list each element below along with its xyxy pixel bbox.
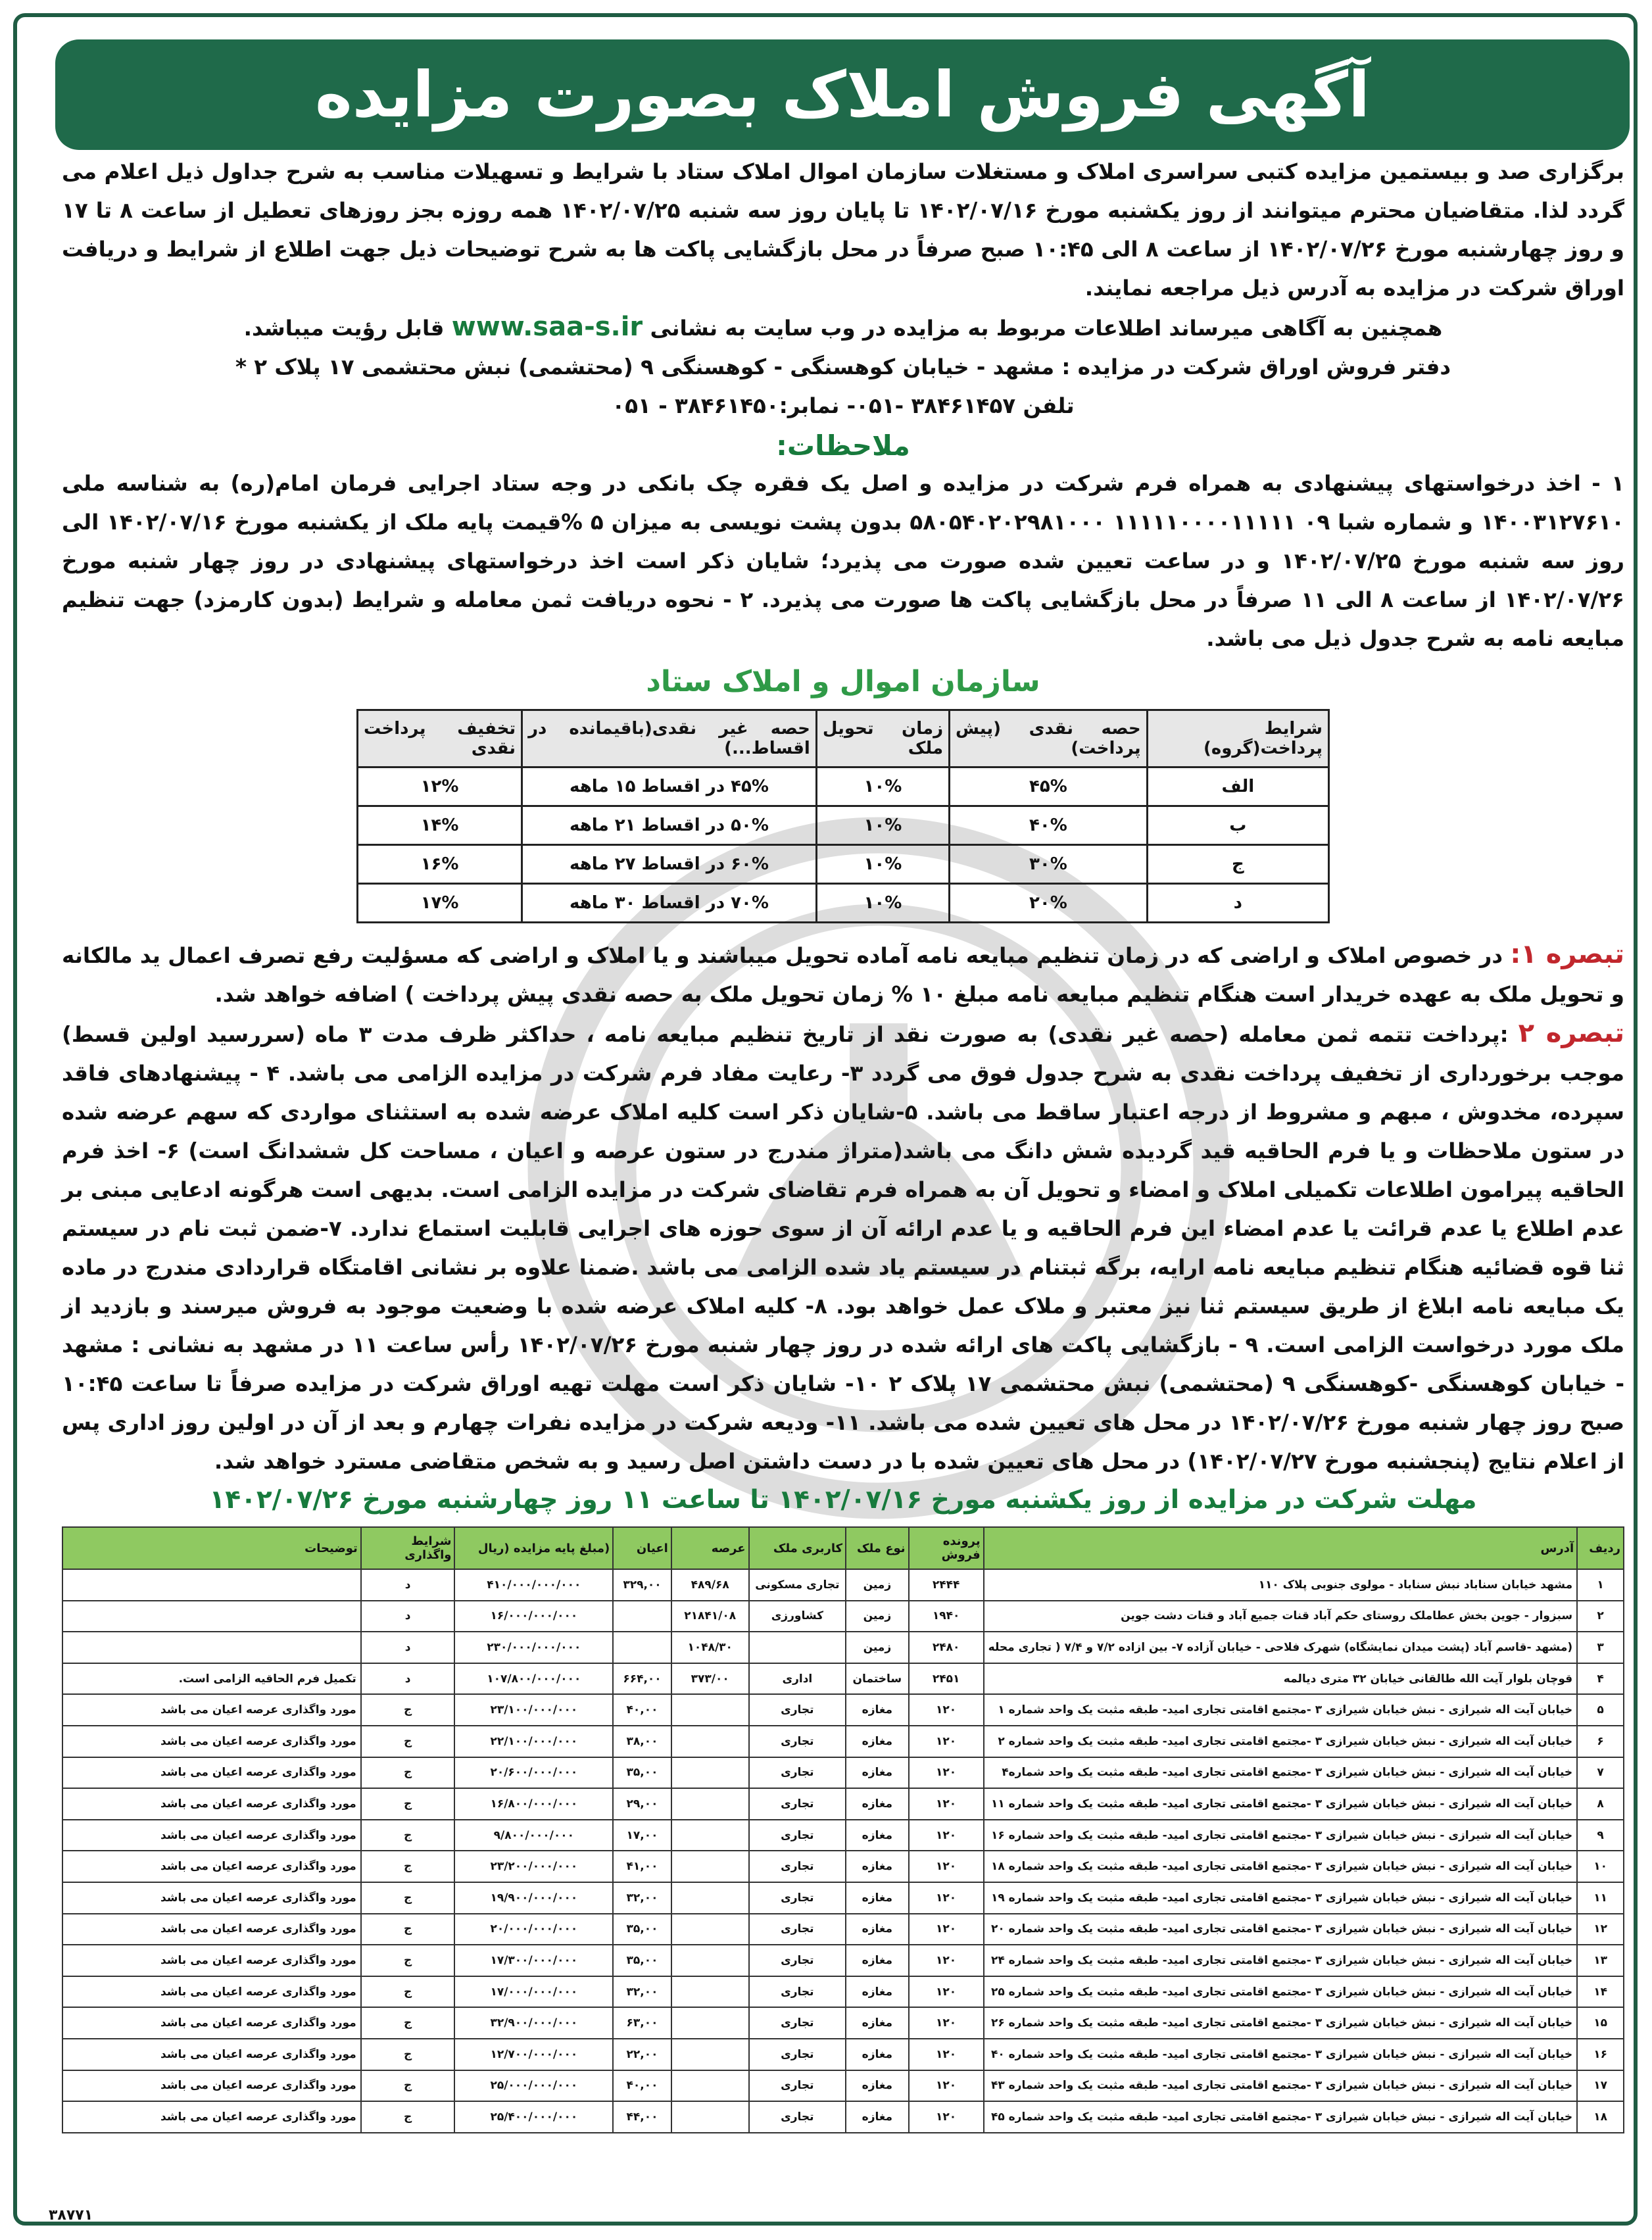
- property-cell: [671, 1820, 749, 1851]
- property-cell: تجاری: [749, 1945, 846, 1976]
- property-cell: ۱۲۰: [909, 1851, 984, 1882]
- property-cell: ۱۸: [1577, 2101, 1624, 2133]
- property-cell: خیابان آیت اله شیرازی - نبش خیابان شیرازی ۳ -مجتمع اقامتی تجاری امید- طبقه مثبت یک واحد شماره ۴۵: [984, 2101, 1578, 2133]
- property-cell: ۱۲: [1577, 1914, 1624, 1945]
- property-cell: [671, 1788, 749, 1820]
- property-cell: مورد واگذاری عرصه اعیان می باشد: [62, 2101, 361, 2133]
- property-cell: ج: [361, 2007, 455, 2039]
- property-cell: ۴۱۰/۰۰۰/۰۰۰/۰۰۰: [454, 1569, 613, 1601]
- website-line: [62, 308, 1624, 348]
- property-cell: ۱۲۰: [909, 2039, 984, 2070]
- payment-cell: ۱۰%: [816, 845, 949, 884]
- property-cell: ۱۲/۷۰۰/۰۰۰/۰۰۰: [454, 2039, 613, 2070]
- payment-header-cell: شرایط پرداخت(گروه): [1147, 710, 1328, 767]
- property-cell: [671, 2007, 749, 2039]
- property-cell: د: [361, 1632, 455, 1663]
- payment-cell: ۴۵%: [950, 767, 1148, 806]
- property-cell: ۲۴۴۴: [909, 1569, 984, 1601]
- property-cell: زمین: [846, 1632, 908, 1663]
- property-header-cell: شرایط واگذاری: [361, 1527, 455, 1569]
- property-cell: ۳۸,۰۰: [613, 1726, 671, 1757]
- payment-cell: ۳۰%: [950, 845, 1148, 884]
- property-cell: مورد واگذاری عرصه اعیان می باشد: [62, 1757, 361, 1789]
- property-cell: خیابان آیت اله شیرازی - نبش خیابان شیرازی ۳ -مجتمع اقامتی تجاری امید- طبقه مثبت یک واحد شماره ۴۳: [984, 2070, 1578, 2102]
- property-cell: ۵: [1577, 1694, 1624, 1726]
- deadline-banner: مهلت شرکت در مزایده از روز یکشنبه مورخ ۱۴۰۲/۰۷/۱۶ تا ساعت ۱۱ روز چهارشنبه مورخ ۱۴۰۲/۰۷/۲۶: [209, 1485, 1477, 1515]
- property-cell: [671, 2070, 749, 2102]
- property-cell: ۲۱۸۴۱/۰۸: [671, 1601, 749, 1632]
- property-cell: [671, 1882, 749, 1914]
- property-cell: تجاری: [749, 1882, 846, 1914]
- property-header-cell: کاربری ملک: [749, 1527, 846, 1569]
- property-cell: خیابان آیت اله شیرازی - نبش خیابان شیرازی ۳ -مجتمع اقامتی تجاری امید- طبقه مثبت یک واحد شماره ۲۵: [984, 1976, 1578, 2008]
- property-cell: مغازه: [846, 1694, 908, 1726]
- property-cell: ج: [361, 1882, 455, 1914]
- tabsera-1: [62, 935, 1624, 1014]
- notes-title: ملاحظات:: [776, 429, 910, 462]
- property-cell: [671, 1914, 749, 1945]
- payment-cell: ۱۰%: [816, 884, 949, 923]
- property-cell: ۲۳/۱۰۰/۰۰۰/۰۰۰: [454, 1694, 613, 1726]
- ad-content: [62, 153, 1624, 2133]
- property-cell: [671, 1694, 749, 1726]
- payment-header-cell: حصه غیر نقدی(باقیمانده در اقساط...): [522, 710, 817, 767]
- property-cell: ۳: [1577, 1632, 1624, 1663]
- property-cell: ۱۲۰: [909, 1757, 984, 1789]
- property-cell: ۶۶۴,۰۰: [613, 1663, 671, 1695]
- property-cell: خیابان آیت اله شیرازی - نبش خیابان شیرازی ۳ -مجتمع اقامتی تجاری امید- طبقه مثبت یک واحد شماره ۲۴: [984, 1945, 1578, 1976]
- property-cell: خیابان آیت اله شیرازی - نبش خیابان شیرازی ۳ -مجتمع اقامتی تجاری امید- طبقه مثبت یک واحد شماره ۱۱: [984, 1788, 1578, 1820]
- property-cell: ۹/۸۰۰/۰۰۰/۰۰۰: [454, 1820, 613, 1851]
- payment-cell: د: [1147, 884, 1328, 923]
- property-row: [62, 1569, 1624, 1601]
- property-cell: خیابان آیت اله شیرازی - نبش خیابان شیرازی ۳ -مجتمع اقامتی تجاری امید- طبقه مثبت یک واحد شماره ۲۶: [984, 2007, 1578, 2039]
- payment-cell: ج: [1147, 845, 1328, 884]
- notes-text: ۱ - اخذ درخواستهای پیشنهادی به همراه فرم شرکت در مزایده و اصل یک فقره چک بانکی در وجه ستاد اجرایی فرمان امام(ره) به شناسه ملی ۱۴۰۰۳۱۲۷۶۱۰ و شماره شبا ۰۹ ۱۱۱۱۱۰۰۰۰۱۱۱۱۱ ۵۸۰۵۴۰۲۰۲۹۸۱۰۰۰ بدون پشت نویسی به میزان ۵ %قیمت پایه ملک از یکشنبه مورخ ۱۴۰۲/۰۷/۱۶ الی روز سه شنبه مورخ ۱۴۰۲/۰۷/۲۵ و در ساعت تعیین شده صورت می پذیرد؛ شایان ذکر است اخذ درخواستهای پیشنهادی در روز چهار شنبه مورخ ۱۴۰۲/۰۷/۲۶ از ساعت ۸ الی ۱۱ صرفاً در محل بازگشایی پاکت ها صورت می پذیرد. ۲ - نحوه دریافت ثمن معامله و شرایط (بدون کارمزد) جهت تنظیم مبایعه نامه به شرح جدول ذیل می باشد.: [62, 471, 1624, 651]
- property-cell: [62, 1632, 361, 1663]
- property-row: [62, 2070, 1624, 2102]
- property-cell: مورد واگذاری عرصه اعیان می باشد: [62, 1820, 361, 1851]
- property-cell: ۲۵/۴۰۰/۰۰۰/۰۰۰: [454, 2101, 613, 2133]
- property-cell: ۳۲,۰۰: [613, 1882, 671, 1914]
- property-cell: ج: [361, 2101, 455, 2133]
- property-row: [62, 1788, 1624, 1820]
- property-cell: مغازه: [846, 2007, 908, 2039]
- property-cell: خیابان آیت اله شیرازی - نبش خیابان شیرازی ۳ -مجتمع اقامتی تجاری امید- طبقه مثبت یک واحد شماره ۲: [984, 1726, 1578, 1757]
- property-cell: [671, 1851, 749, 1882]
- property-cell: ۱۵: [1577, 2007, 1624, 2039]
- property-cell: مورد واگذاری عرصه اعیان می باشد: [62, 1726, 361, 1757]
- property-cell: خیابان آیت اله شیرازی - نبش خیابان شیرازی ۳ -مجتمع اقامتی تجاری امید- طبقه مثبت یک واحد شماره ۲۰: [984, 1914, 1578, 1945]
- payment-cell: ۱۰%: [816, 767, 949, 806]
- property-cell: تجاری: [749, 2101, 846, 2133]
- property-cell: [613, 1632, 671, 1663]
- office-address: دفتر فروش اوراق شرکت در مزایده : مشهد - خیابان کوهسنگی - کوهسنگی ۹ (محتشمی) نبش محتشمی ۱۷ پلاک ۲ *: [235, 354, 1451, 379]
- property-cell: تجاری: [749, 1726, 846, 1757]
- property-cell: مورد واگذاری عرصه اعیان می باشد: [62, 2070, 361, 2102]
- property-cell: ج: [361, 1976, 455, 2008]
- property-row: [62, 1663, 1624, 1695]
- property-cell: ۱۷/۳۰۰/۰۰۰/۰۰۰: [454, 1945, 613, 1976]
- property-cell: ج: [361, 1914, 455, 1945]
- payment-row: [358, 767, 1329, 806]
- property-cell: مغازه: [846, 1788, 908, 1820]
- property-cell: تجاری: [749, 2007, 846, 2039]
- property-row: [62, 2039, 1624, 2070]
- property-cell: مغازه: [846, 2070, 908, 2102]
- property-cell: مورد واگذاری عرصه اعیان می باشد: [62, 1694, 361, 1726]
- property-cell: ۱۲۰: [909, 2070, 984, 2102]
- properties-table: [62, 1526, 1624, 2133]
- property-cell: ۱۲۰: [909, 1914, 984, 1945]
- payment-row: [358, 845, 1329, 884]
- property-cell: ج: [361, 1945, 455, 1976]
- property-cell: ۴۸۹/۶۸: [671, 1569, 749, 1601]
- payment-cell: ۱۷%: [358, 884, 522, 923]
- property-cell: ۱۹۴۰: [909, 1601, 984, 1632]
- property-header-cell: ردیف: [1577, 1527, 1624, 1569]
- payment-cell: ۴۵% در اقساط ۱۵ ماهه: [522, 767, 817, 806]
- property-cell: ج: [361, 1726, 455, 1757]
- property-cell: ۱۷: [1577, 2070, 1624, 2102]
- property-cell: ۲۰/۶۰۰/۰۰۰/۰۰۰: [454, 1757, 613, 1789]
- property-cell: مغازه: [846, 2101, 908, 2133]
- tabsera-2: [62, 1014, 1624, 1481]
- tabsera-2-text: :پرداخت تتمه ثمن معامله (حصه غیر نقدی) به صورت نقد از تاریخ تنظیم مبایعه نامه ، حداکثر ظرف مدت ۳ ماه (سررسید اولین قسط) موجب برخورداری از تخفیف پرداخت نقدی به شرح جدول فوق می گردد ۳- رعایت مفاد فرم شرکت در مزایده الزامی می باشد. ۴ - پیشنهادهای فاقد سپرده، مخدوش ، مبهم و مشروط از درجه اعتبار ساقط می باشد. ۵-شایان ذکر است کلیه املاک عرضه شده به استثنای مواردی که سهم عرضه شده در ستون ملاحظات و یا فرم الحاقیه قید گردیده شش دانگ می باشد(متراژ مندرج در ستون عرصه و اعیان ، مساحت کل ششدانگ است) ۶- اخذ فرم الحاقیه پیرامون اطلاعات تکمیلی املاک و امضاء و تحویل آن به همراه فرم تقاضای شرکت در مزایده الزامی است. بدیهی است هرگونه ادعایی مبنی بر عدم اطلاع یا عدم قرائت یا عدم امضاء این فرم الحاقیه و یا عدم ارائه آن از سوی حوزه های اجرایی قابلیت استماع ندارد. ۷-ضمن ثبت نام در سیستم ثنا قوه قضائیه هنگام تنظیم مبایعه نامه ارایه، برگه ثبتنام در سیستم یاد شده الزامی می باشد .ضمنا علاوه بر نشانی اقامتگاه قراردادی مندرج در ماده یک مبایعه نامه ابلاغ از طریق سیستم ثنا نیز معتبر و ملاک عمل خواهد بود. ۸- کلیه املاک عرضه شده با وضعیت موجود به فروش میرسند و بازدید از ملک مورد درخواست الزامی است. ۹ - بازگشایی پاکت های ارائه شده در روز چهار شنبه مورخ ۱۴۰۲/۰۷/۲۶ رأس ساعت ۱۱ در مشهد به نشانی : مشهد - خیابان کوهسنگی -کوهسنگی ۹ (محتشمی) نبش محتشمی ۱۷ پلاک ۲ ۱۰- شایان ذکر است مهلت تهیه اوراق شرکت در مزایده صرفاً تا ساعت ۱۰:۴۵ صبح روز چهار شنبه مورخ ۱۴۰۲/۰۷/۲۶ در محل های تعیین شده می باشد. ۱۱- ودیعه شرکت در مزایده نفرات چهارم و بعد از آن در اولین روز اداری پس از اعلام نتایج (پنجشنبه مورخ ۱۴۰۲/۰۷/۲۷) در محل های تعیین شده با در دست داشتن اصل رسید و به شخص متقاضی مسترد خواهد شد.: [62, 1022, 1625, 1474]
- property-row: [62, 1694, 1624, 1726]
- property-cell: خیابان آیت اله شیرازی - نبش خیابان شیرازی ۳ -مجتمع اقامتی تجاری امید- طبقه مثبت یک واحد شماره ۱: [984, 1694, 1578, 1726]
- property-cell: ۱۹/۹۰۰/۰۰۰/۰۰۰: [454, 1882, 613, 1914]
- property-cell: مغازه: [846, 1851, 908, 1882]
- property-cell: ۱۳: [1577, 1945, 1624, 1976]
- payment-header-cell: زمان تحویل ملک: [816, 710, 949, 767]
- property-cell: ۱۲۰: [909, 2007, 984, 2039]
- property-cell: ۲۵/۰۰۰/۰۰۰/۰۰۰: [454, 2070, 613, 2102]
- property-cell: ج: [361, 1757, 455, 1789]
- payment-header-cell: حصه نقدی (پیش پرداخت): [950, 710, 1148, 767]
- property-cell: د: [361, 1601, 455, 1632]
- website-link[interactable]: www.saa-s.ir: [451, 312, 643, 342]
- property-row: [62, 1945, 1624, 1976]
- property-cell: مورد واگذاری عرصه اعیان می باشد: [62, 1976, 361, 2008]
- property-cell: ج: [361, 1694, 455, 1726]
- property-cell: ۳۲/۹۰۰/۰۰۰/۰۰۰: [454, 2007, 613, 2039]
- property-cell: ج: [361, 1851, 455, 1882]
- property-cell: کشاورزی: [749, 1601, 846, 1632]
- payment-cell: ۱۶%: [358, 845, 522, 884]
- payment-header-cell: تخفیف پرداخت نقدی: [358, 710, 522, 767]
- property-cell: ۱۲۰: [909, 1820, 984, 1851]
- tabsera-2-label: تبصره ۲: [1518, 1018, 1624, 1048]
- property-cell: [62, 1601, 361, 1632]
- property-cell: تجاری: [749, 1788, 846, 1820]
- property-cell: مورد واگذاری عرصه اعیان می باشد: [62, 1882, 361, 1914]
- property-cell: خیابان آیت اله شیرازی - نبش خیابان شیرازی ۳ -مجتمع اقامتی تجاری امید- طبقه مثبت یک واحد شماره ۱۶: [984, 1820, 1578, 1851]
- property-cell: تجاری: [749, 2070, 846, 2102]
- property-cell: سبزوار - جوین بخش عطاملک روستای حکم آباد قنات جمیع آباد و قنات دشت جوین: [984, 1601, 1578, 1632]
- property-cell: زمین: [846, 1569, 908, 1601]
- property-cell: ج: [361, 1788, 455, 1820]
- property-cell: مورد واگذاری عرصه اعیان می باشد: [62, 2007, 361, 2039]
- property-cell: ج: [361, 1820, 455, 1851]
- title-banner: [55, 39, 1630, 150]
- property-cell: ۱۴: [1577, 1976, 1624, 2008]
- property-cell: تجاری: [749, 1976, 846, 2008]
- property-cell: ۳۵,۰۰: [613, 1757, 671, 1789]
- payment-cell: ۱۲%: [358, 767, 522, 806]
- property-row: [62, 1632, 1624, 1663]
- property-cell: [671, 1757, 749, 1789]
- property-cell: ۱۶/۰۰۰/۰۰۰/۰۰۰: [454, 1601, 613, 1632]
- property-cell: ۱۶/۸۰۰/۰۰۰/۰۰۰: [454, 1788, 613, 1820]
- property-cell: ۶۳,۰۰: [613, 2007, 671, 2039]
- property-cell: ۲۴۵۱: [909, 1663, 984, 1695]
- payment-row: [358, 884, 1329, 923]
- property-cell: د: [361, 1663, 455, 1695]
- property-cell: ۲: [1577, 1601, 1624, 1632]
- property-cell: قوچان بلوار آیت الله طالقانی خیابان ۳۲ متری دیالمه: [984, 1663, 1578, 1695]
- property-header-cell: نوع ملک: [846, 1527, 908, 1569]
- property-cell: تجاری: [749, 1757, 846, 1789]
- property-cell: ۱۰۴۸/۳۰: [671, 1632, 749, 1663]
- property-cell: خیابان آیت اله شیرازی - نبش خیابان شیرازی ۳ -مجتمع اقامتی تجاری امید- طبقه مثبت یک واحد شماره ۴۰: [984, 2039, 1578, 2070]
- property-cell: مغازه: [846, 1726, 908, 1757]
- property-cell: ۱۱: [1577, 1882, 1624, 1914]
- property-cell: ۴۰,۰۰: [613, 2070, 671, 2102]
- property-cell: خیابان آیت اله شیرازی - نبش خیابان شیرازی ۳ -مجتمع اقامتی تجاری امید- طبقه مثبت یک واحد شماره ۱۸: [984, 1851, 1578, 1882]
- property-cell: ۴۰,۰۰: [613, 1694, 671, 1726]
- payment-cell: ۶۰% در اقساط ۲۷ ماهه: [522, 845, 817, 884]
- payment-cell: ۴۰%: [950, 806, 1148, 845]
- property-row: [62, 1601, 1624, 1632]
- property-cell: ۱۲۰: [909, 1788, 984, 1820]
- property-cell: د: [361, 1569, 455, 1601]
- property-row: [62, 1976, 1624, 2008]
- property-row: [62, 1757, 1624, 1789]
- property-row: [62, 1882, 1624, 1914]
- website-before: همچنین به آگاهی میرساند اطلاعات مربوط به مزایده در وب سایت به نشانی: [650, 316, 1443, 341]
- property-cell: مورد واگذاری عرصه اعیان می باشد: [62, 1945, 361, 1976]
- property-header-cell: اعیان: [613, 1527, 671, 1569]
- payment-terms-table: [356, 709, 1330, 923]
- property-header-cell: پرونده فروش: [909, 1527, 984, 1569]
- property-row: [62, 1851, 1624, 1882]
- tabsera-1-label: تبصره ۱:: [1510, 939, 1624, 969]
- payment-cell: ۵۰% در اقساط ۲۱ ماهه: [522, 806, 817, 845]
- property-cell: ۲۳۰/۰۰۰/۰۰۰/۰۰۰: [454, 1632, 613, 1663]
- property-cell: تجاری مسکونی: [749, 1569, 846, 1601]
- property-row: [62, 1914, 1624, 1945]
- property-cell: تجاری: [749, 1694, 846, 1726]
- property-cell: مغازه: [846, 2039, 908, 2070]
- property-row: [62, 2101, 1624, 2133]
- property-cell: ۴: [1577, 1663, 1624, 1695]
- property-cell: ۱۰۷/۸۰۰/۰۰۰/۰۰۰: [454, 1663, 613, 1695]
- website-after: قابل رؤیت میباشد.: [243, 316, 445, 341]
- payment-cell: ۲۰%: [950, 884, 1148, 923]
- payment-cell: ۱۰%: [816, 806, 949, 845]
- property-cell: مشهد خیابان سناباد نبش سناباد - مولوی جنوبی پلاک ۱۱۰: [984, 1569, 1578, 1601]
- property-cell: ۷: [1577, 1757, 1624, 1789]
- property-cell: ۴۱,۰۰: [613, 1851, 671, 1882]
- property-cell: [671, 2039, 749, 2070]
- property-cell: ۱۷/۰۰۰/۰۰۰/۰۰۰: [454, 1976, 613, 2008]
- property-cell: مورد واگذاری عرصه اعیان می باشد: [62, 1788, 361, 1820]
- property-row: [62, 1726, 1624, 1757]
- property-cell: تجاری: [749, 1820, 846, 1851]
- property-cell: ۲۲/۱۰۰/۰۰۰/۰۰۰: [454, 1726, 613, 1757]
- property-cell: مورد واگذاری عرصه اعیان می باشد: [62, 1851, 361, 1882]
- property-cell: تکمیل فرم الحاقیه الزامی است.: [62, 1663, 361, 1695]
- page-frame: [13, 13, 1638, 2226]
- property-cell: (مشهد -قاسم آباد (پشت میدان نمایشگاه) شهرک فلاحی - خیابان آزاده ۷- بین ازاده ۷/۲ و ۷/۴ ( تجاری محله: [984, 1632, 1578, 1663]
- property-cell: ۱۰: [1577, 1851, 1624, 1882]
- page-title: آگهی فروش املاک بصورت مزایده: [315, 58, 1370, 132]
- property-cell: ۳۲۹,۰۰: [613, 1569, 671, 1601]
- property-cell: مورد واگذاری عرصه اعیان می باشد: [62, 1914, 361, 1945]
- property-cell: ۱: [1577, 1569, 1624, 1601]
- property-cell: ۱۲۰: [909, 2101, 984, 2133]
- property-cell: مغازه: [846, 1976, 908, 2008]
- property-cell: ۱۲۰: [909, 1694, 984, 1726]
- property-cell: ۱۲۰: [909, 1976, 984, 2008]
- property-cell: ۱۶: [1577, 2039, 1624, 2070]
- payment-cell: الف: [1147, 767, 1328, 806]
- property-cell: [613, 1601, 671, 1632]
- payment-row: [358, 806, 1329, 845]
- property-cell: زمین: [846, 1601, 908, 1632]
- property-cell: ۳۲,۰۰: [613, 1976, 671, 2008]
- property-cell: تجاری: [749, 1851, 846, 1882]
- property-header-cell: (مبلغ پایه مزایده (ریال: [454, 1527, 613, 1569]
- property-cell: مغازه: [846, 1820, 908, 1851]
- property-cell: [671, 1976, 749, 2008]
- tabsera-1-text: در خصوص املاک و اراضی که در زمان تنظیم مبایعه نامه آماده تحویل میباشند و یا املاک و اراضی که مسؤلیت رفع تصرف اعمال ید مالکانه و تحویل ملک به عهده خریدار است هنگام تنظیم مبایعه نامه مبلغ ۱۰ % زمان تحویل ملک به حصه نقدی پیش پرداخت ) اضافه خواهد شد.: [62, 943, 1624, 1007]
- property-cell: ۳۷۳/۰۰: [671, 1663, 749, 1695]
- property-cell: ۱۲۰: [909, 1945, 984, 1976]
- property-cell: ۴۴,۰۰: [613, 2101, 671, 2133]
- property-cell: ۲۳/۲۰۰/۰۰۰/۰۰۰: [454, 1851, 613, 1882]
- payment-cell: ۷۰% در اقساط ۳۰ ماهه: [522, 884, 817, 923]
- property-cell: اداری: [749, 1663, 846, 1695]
- property-cell: تجاری: [749, 2039, 846, 2070]
- property-header-cell: عرصه: [671, 1527, 749, 1569]
- property-cell: ۱۷,۰۰: [613, 1820, 671, 1851]
- ad-code: ۳۸۷۷۱: [49, 2207, 93, 2224]
- property-cell: ۲۲,۰۰: [613, 2039, 671, 2070]
- property-cell: ساختمان: [846, 1663, 908, 1695]
- org-title: سازمان اموال و املاک ستاد: [646, 665, 1040, 698]
- property-cell: مورد واگذاری عرصه اعیان می باشد: [62, 2039, 361, 2070]
- intro-paragraph: برگزاری صد و بیستمین مزایده کتبی سراسری املاک و مستغلات سازمان اموال املاک ستاد با شرایط و تسهیلات مناسب به شرح جداول ذیل اعلام می گردد لذا. متقاضیان محترم میتوانند از روز یکشنبه مورخ ۱۴۰۲/۰۷/۱۶ تا پایان روز سه شنبه ۱۴۰۲/۰۷/۲۵ همه روزه بجز روزهای تعطیل از ساعت ۸ تا ۱۷ و روز چهارشنبه مورخ ۱۴۰۲/۰۷/۲۶ از ساعت ۸ الی ۱۰:۴۵ صبح صرفاً در محل بازگشایی پاکت ها به شرح توضیحات ذیل جهت اطلاع از شرایط و دریافت اوراق شرکت در مزایده به آدرس ذیل مراجعه نمایند.: [62, 159, 1624, 301]
- property-cell: تجاری: [749, 1914, 846, 1945]
- property-cell: خیابان آیت اله شیرازی - نبش خیابان شیرازی ۳ -مجتمع اقامتی تجاری امید- طبقه مثبت یک واحد شماره ۱۹: [984, 1882, 1578, 1914]
- property-cell: ۳۵,۰۰: [613, 1945, 671, 1976]
- payment-cell: ۱۴%: [358, 806, 522, 845]
- property-cell: ۸: [1577, 1788, 1624, 1820]
- property-cell: [62, 1569, 361, 1601]
- property-header-cell: آدرس: [984, 1527, 1578, 1569]
- property-cell: مغازه: [846, 1945, 908, 1976]
- property-cell: ۲۴۸۰: [909, 1632, 984, 1663]
- property-cell: [671, 2101, 749, 2133]
- property-row: [62, 2007, 1624, 2039]
- property-cell: ۱۲۰: [909, 1726, 984, 1757]
- phone-line: تلفن ۳۸۴۶۱۴۵۷ -۰۵۱- نمابر:۳۸۴۶۱۴۵۰ - ۰۵۱: [612, 393, 1075, 418]
- property-cell: مغازه: [846, 1882, 908, 1914]
- property-cell: ۱۲۰: [909, 1882, 984, 1914]
- property-cell: ۲۰/۰۰۰/۰۰۰/۰۰۰: [454, 1914, 613, 1945]
- property-header-cell: توضیحات: [62, 1527, 361, 1569]
- property-cell: ج: [361, 2039, 455, 2070]
- property-cell: ۹: [1577, 1820, 1624, 1851]
- property-cell: خیابان آیت اله شیرازی - نبش خیابان شیرازی ۳ -مجتمع اقامتی تجاری امید- طبقه مثبت یک واحد شماره۴: [984, 1757, 1578, 1789]
- payment-cell: ب: [1147, 806, 1328, 845]
- property-cell: مغازه: [846, 1914, 908, 1945]
- property-cell: ۲۹,۰۰: [613, 1788, 671, 1820]
- property-cell: ۶: [1577, 1726, 1624, 1757]
- property-cell: [749, 1632, 846, 1663]
- property-cell: [671, 1945, 749, 1976]
- property-cell: [671, 1726, 749, 1757]
- property-cell: مغازه: [846, 1757, 908, 1789]
- property-cell: ۳۵,۰۰: [613, 1914, 671, 1945]
- property-row: [62, 1820, 1624, 1851]
- property-cell: ج: [361, 2070, 455, 2102]
